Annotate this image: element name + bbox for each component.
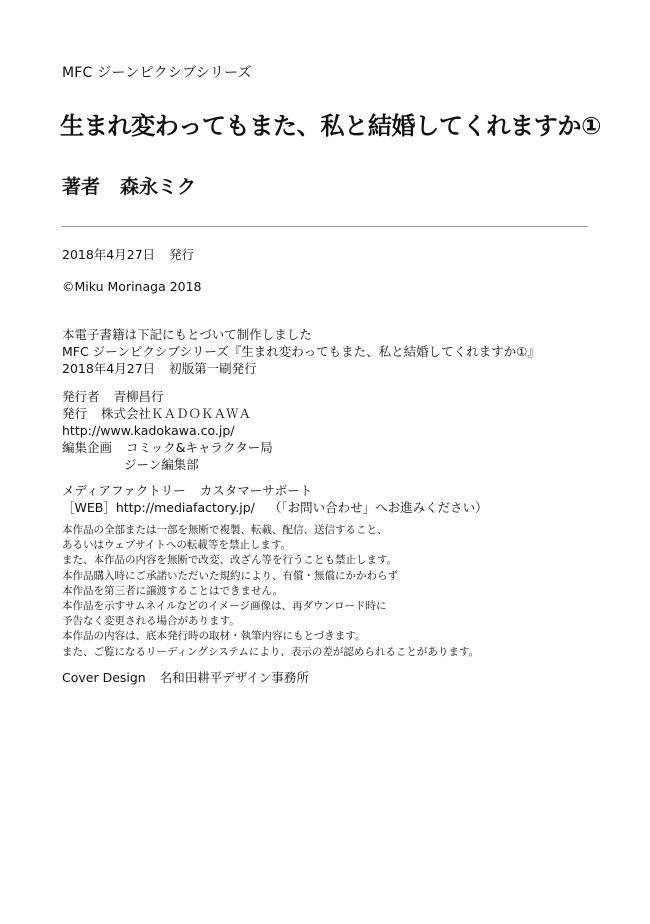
support-block bbox=[62, 482, 488, 516]
cover-design-label: Cover Design bbox=[62, 670, 146, 685]
planning-label: 編集企画 bbox=[62, 440, 113, 455]
support-web-line bbox=[62, 499, 488, 516]
divider bbox=[62, 226, 588, 227]
source-note: 本電子書籍は下記にもとづいて制作しました bbox=[62, 327, 312, 342]
cover-design-name: 名和田耕平デザイン事務所 bbox=[159, 670, 309, 685]
series-name: MFC ジーンピクシブシリーズ bbox=[62, 65, 252, 81]
support-line bbox=[62, 482, 488, 499]
editorial-dept: ジーン編集部 bbox=[124, 457, 199, 472]
publisher-company: 株式会社ＫＡＤＯＫＡＷＡ bbox=[101, 406, 252, 421]
notice-block bbox=[62, 523, 479, 660]
notice-line: 本作品の内容は、底本発行時の取材・執筆内容にもとづきます。 bbox=[62, 630, 366, 643]
author-label: 著者 bbox=[62, 176, 101, 198]
cover-design-line bbox=[62, 669, 309, 686]
notice-line: また、本作品の内容を無断で改変、改ざん等を行うことも禁止します。 bbox=[62, 554, 398, 567]
notice-line: 本作品を第三者に譲渡することはできません。 bbox=[62, 584, 284, 597]
support-service: カスタマーサポート bbox=[199, 483, 313, 498]
source-date-line bbox=[62, 360, 540, 377]
publication-date-line bbox=[62, 246, 194, 263]
issuer-name: 青柳昌行 bbox=[113, 389, 164, 404]
source-date: 2018年4月27日 bbox=[62, 361, 156, 376]
publish-label: 発行 bbox=[62, 406, 88, 421]
source-title: MFC ジーンピクシブシリーズ『生まれ変わってもまた、私と結婚してくれますか①』 bbox=[62, 344, 540, 359]
publisher-block bbox=[62, 388, 273, 473]
notice-line: 本作品購入時にご承諾いただいた規約により、有償・無償にかかわらず bbox=[62, 569, 398, 582]
publication-status: 発行 bbox=[169, 247, 195, 262]
source-edition: 初版第一刷発行 bbox=[169, 361, 257, 376]
notice-line: 予告なく変更される場合があります。 bbox=[62, 615, 240, 628]
issuer-label: 発行者 bbox=[62, 389, 100, 404]
copyright: ©Miku Morinaga 2018 bbox=[62, 279, 202, 294]
issuer-line bbox=[62, 388, 273, 405]
planning-dept: コミック&キャラクター局 bbox=[126, 440, 273, 455]
support-company: メディアファクトリー bbox=[62, 483, 186, 498]
book-title: 生まれ変わってもまた、私と結婚してくれますか① bbox=[60, 112, 602, 140]
support-web: ［WEB］http://mediafactory.jp/ bbox=[62, 500, 255, 515]
source-edition-block bbox=[62, 326, 540, 377]
notice-line: 本作品を示すサムネイルなどのイメージ画像は、再ダウンロード時に bbox=[62, 600, 387, 613]
publisher-url: http://www.kadokawa.co.jp/ bbox=[62, 423, 235, 438]
notice-line: また、ご覧になるリーディングシステムにより、表示の差が認められることがあります。 bbox=[62, 645, 480, 658]
notice-line: 本作品の全部または一部を無断で複製、転載、配信、送信すること、 bbox=[62, 524, 388, 536]
publish-line bbox=[62, 405, 273, 422]
author-name: 森永ミク bbox=[120, 176, 197, 198]
notice-line: あるいはウェブサイトへの転載等を禁止します。 bbox=[62, 539, 292, 552]
support-note: （「お問い合わせ」へお進みください） bbox=[268, 500, 488, 515]
planning-line bbox=[62, 439, 273, 456]
publication-date: 2018年4月27日 bbox=[62, 247, 156, 262]
author-line bbox=[62, 172, 196, 199]
